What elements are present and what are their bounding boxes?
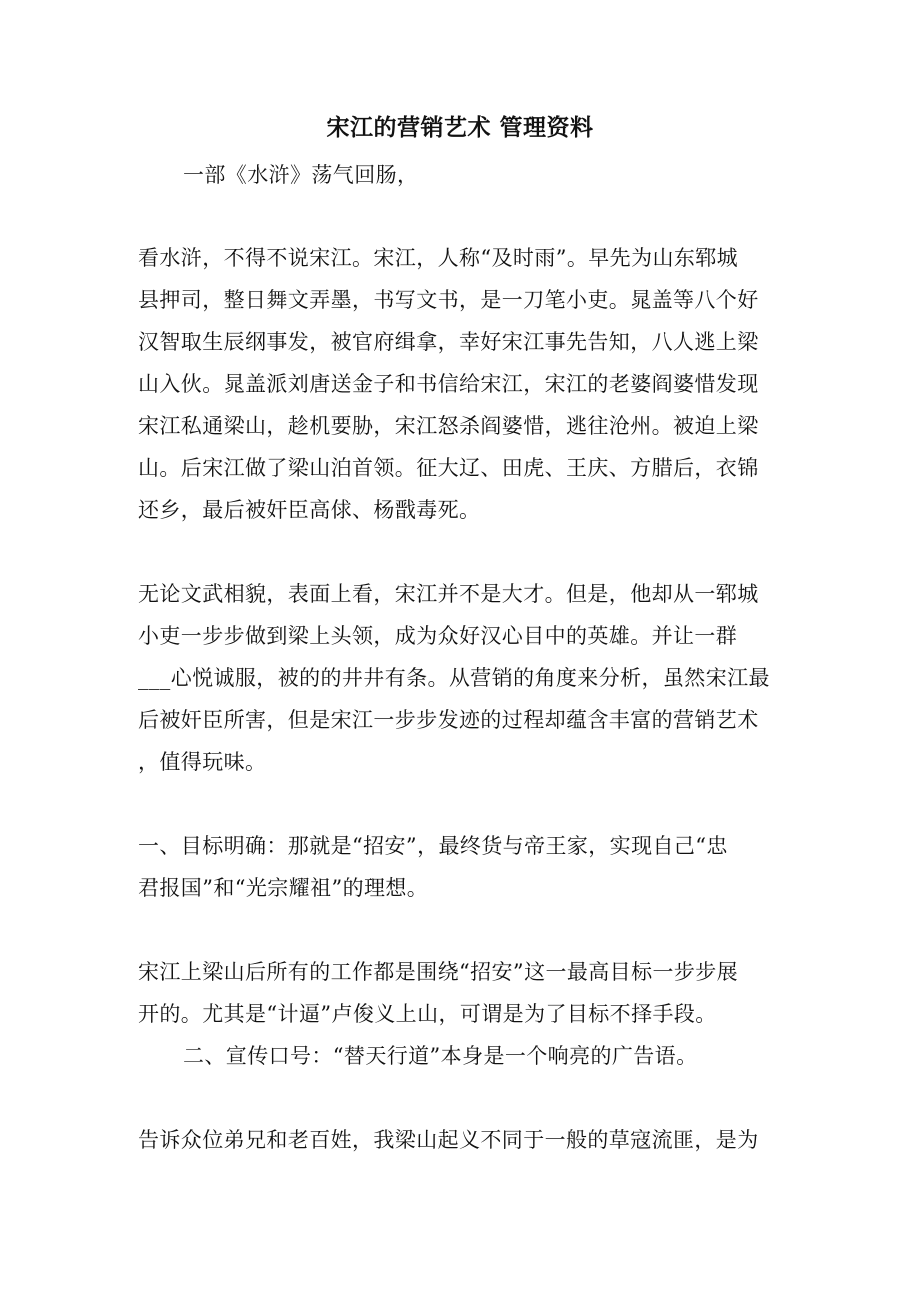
paragraph-line: 宋江上梁山后所有的工作都是围绕“招安”这一最高目标一步步展 xyxy=(138,960,739,984)
document-title: 宋江的营销艺术 管理资料 xyxy=(326,114,594,141)
paragraph-line: 宋江私通梁山，趁机要胁，宋江怒杀阎婆惜，逃往沧州。被迫上梁 xyxy=(138,414,759,438)
paragraph-line: 汉智取生辰纲事发，被官府缉拿，幸好宋江事先告知，八人逃上梁 xyxy=(138,330,759,354)
paragraph-line: 后被奸臣所害，但是宋江一步步发迹的过程却蕴含丰富的营销艺术 xyxy=(138,708,759,732)
paragraph-line: 小吏一步步做到梁上头领，成为众好汉心目中的英雄。并让一群 xyxy=(138,624,738,648)
paragraph-line: 县押司，整日舞文弄墨，书写文书，是一刀笔小吏。晁盖等八个好 xyxy=(138,288,759,312)
section-heading-line: 二、宣传口号：“替天行道”本身是一个响亮的广告语。 xyxy=(183,1044,698,1068)
paragraph-line: 还乡，最后被奸臣高俅、杨戬毒死。 xyxy=(138,498,481,522)
paragraph-line: 告诉众位弟兄和老百姓，我梁山起义不同于一般的草寇流匪，是为 xyxy=(138,1128,759,1152)
paragraph-line: 一部《水浒》荡气回肠， xyxy=(183,163,419,187)
paragraph-line: 开的。尤其是“计逼”卢俊义上山，可谓是为了目标不择手段。 xyxy=(138,1002,717,1026)
paragraph-line: 无论文武相貌，表面上看，宋江并不是大才。但是，他却从一郓城 xyxy=(138,582,759,606)
section-heading-line: 一、目标明确：那就是“招安”，最终货与帝王家，实现自己“忠 xyxy=(138,834,728,858)
paragraph-line: ___心悦诚服，被的的井井有条。从营销的角度来分析，虽然宋江最 xyxy=(138,666,770,690)
paragraph-line: 山。后宋江做了梁山泊首领。征大辽、田虎、王庆、方腊后，衣锦 xyxy=(138,456,759,480)
paragraph-line: 看水浒，不得不说宋江。宋江，人称“及时雨”。早先为山东郓城 xyxy=(138,246,739,270)
section-heading-line: 君报国”和“光宗耀祖”的理想。 xyxy=(138,876,429,900)
paragraph-line: 山入伙。晁盖派刘唐送金子和书信给宋江，宋江的老婆阎婆惜发现 xyxy=(138,372,759,396)
paragraph-line: ，值得玩味。 xyxy=(138,750,267,774)
